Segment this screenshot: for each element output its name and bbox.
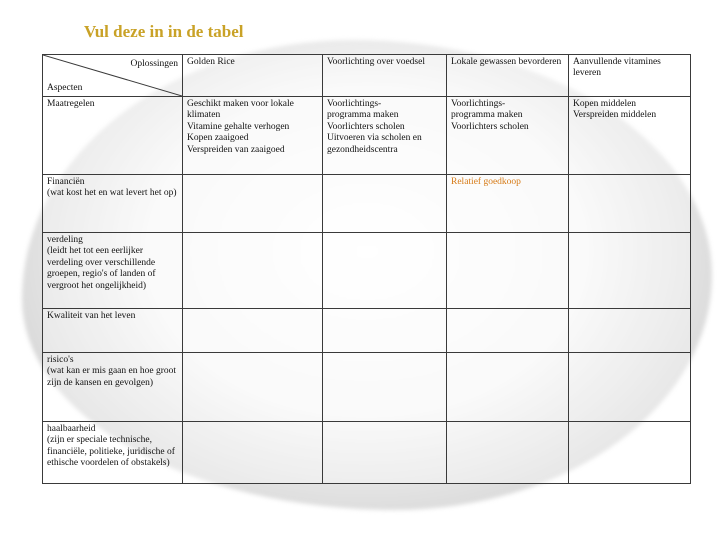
cell-text: programma maken — [451, 110, 523, 121]
solutions-table — [42, 54, 691, 484]
table-cell[interactable] — [183, 422, 323, 484]
table-cell[interactable] — [323, 233, 447, 309]
table-cell[interactable] — [447, 97, 569, 175]
column-header: Golden Rice — [183, 55, 323, 97]
cell-text: programma maken — [327, 110, 399, 121]
table-cell[interactable] — [447, 233, 569, 309]
cell-text: Voorlichtings- — [451, 99, 506, 109]
row-label-text: haalbaarheid — [47, 424, 96, 434]
table-cell[interactable] — [447, 422, 569, 484]
row-label-text: verdeling — [47, 235, 83, 245]
cell-text: Vitamine gehalte verhogen — [187, 121, 290, 132]
row-label-cell — [43, 175, 183, 233]
cell-text: Verspreiden middelen — [573, 110, 657, 121]
table-cell[interactable] — [323, 353, 447, 422]
table-cell[interactable] — [183, 97, 323, 175]
column-header: Aanvullende vitamines leveren — [569, 55, 691, 97]
cell-text: Kopen middelen — [573, 99, 637, 109]
row-label-text: Financiën — [47, 177, 85, 187]
row-label-cell — [43, 353, 183, 422]
cell-text: Kopen zaaigoed — [187, 133, 249, 144]
table-cell[interactable] — [323, 309, 447, 353]
cell-text: Voorlichtings- — [327, 99, 382, 109]
column-header: Voorlichting over voedsel — [323, 55, 447, 97]
table-cell[interactable] — [183, 233, 323, 309]
table-cell[interactable] — [569, 422, 691, 484]
column-header: Lokale gewassen bevorderen — [447, 55, 569, 97]
table-row — [43, 353, 691, 422]
table-cell[interactable] — [447, 309, 569, 353]
row-label-text: Maatregelen — [47, 99, 95, 109]
cell-text: Geschikt maken voor lokale klimaten — [187, 99, 294, 121]
row-label-text: (wat kan er mis gaan en hoe groot zijn de kansen en gevolgen) — [47, 366, 176, 388]
row-label-cell — [43, 233, 183, 309]
table-cell[interactable] — [569, 233, 691, 309]
corner-label-solutions: Oplossingen — [130, 59, 178, 69]
table-cell[interactable] — [323, 97, 447, 175]
row-label-text: Kwaliteit van het leven — [47, 311, 136, 321]
table-cell[interactable] — [569, 175, 691, 233]
table-cell[interactable] — [569, 353, 691, 422]
table-row — [43, 97, 691, 175]
header-row — [43, 55, 691, 97]
cell-text: Uitvoeren via scholen en gezondheidscentra — [327, 133, 422, 155]
row-label-text: (leidt het tot een eerlijker verdeling over verschillende groepen, regio's of landen of vergroot het ongelijkheid) — [47, 246, 156, 291]
corner-cell — [43, 55, 183, 97]
table-cell[interactable] — [183, 309, 323, 353]
table-cell[interactable] — [183, 353, 323, 422]
table-row — [43, 233, 691, 309]
table-row — [43, 175, 691, 233]
cell-text: Verspreiden van zaaigoed — [187, 144, 285, 155]
table-cell[interactable] — [569, 309, 691, 353]
table-cell[interactable] — [447, 353, 569, 422]
table-cell[interactable] — [323, 175, 447, 233]
table-cell[interactable] — [447, 175, 569, 233]
cell-text: Voorlichters scholen — [327, 121, 405, 132]
row-label-text: (wat kost het en wat levert het op) — [47, 188, 177, 199]
row-label-cell — [43, 309, 183, 353]
row-label-cell — [43, 422, 183, 484]
table-row — [43, 422, 691, 484]
corner-label-aspects: Aspecten — [47, 82, 83, 93]
table-cell[interactable] — [569, 97, 691, 175]
cell-text: Voorlichters scholen — [451, 121, 529, 132]
slide-title: Vul deze in in de tabel — [84, 22, 244, 41]
table-cell[interactable] — [323, 422, 447, 484]
row-label-cell — [43, 97, 183, 175]
table-row — [43, 309, 691, 353]
cell-text: Relatief goedkoop — [451, 177, 521, 187]
table-cell[interactable] — [183, 175, 323, 233]
row-label-text: (zijn er speciale technische, financiële, politieke, juridische of ethische voordelen of obstakels) — [47, 435, 175, 469]
row-label-text: risico's — [47, 355, 74, 365]
